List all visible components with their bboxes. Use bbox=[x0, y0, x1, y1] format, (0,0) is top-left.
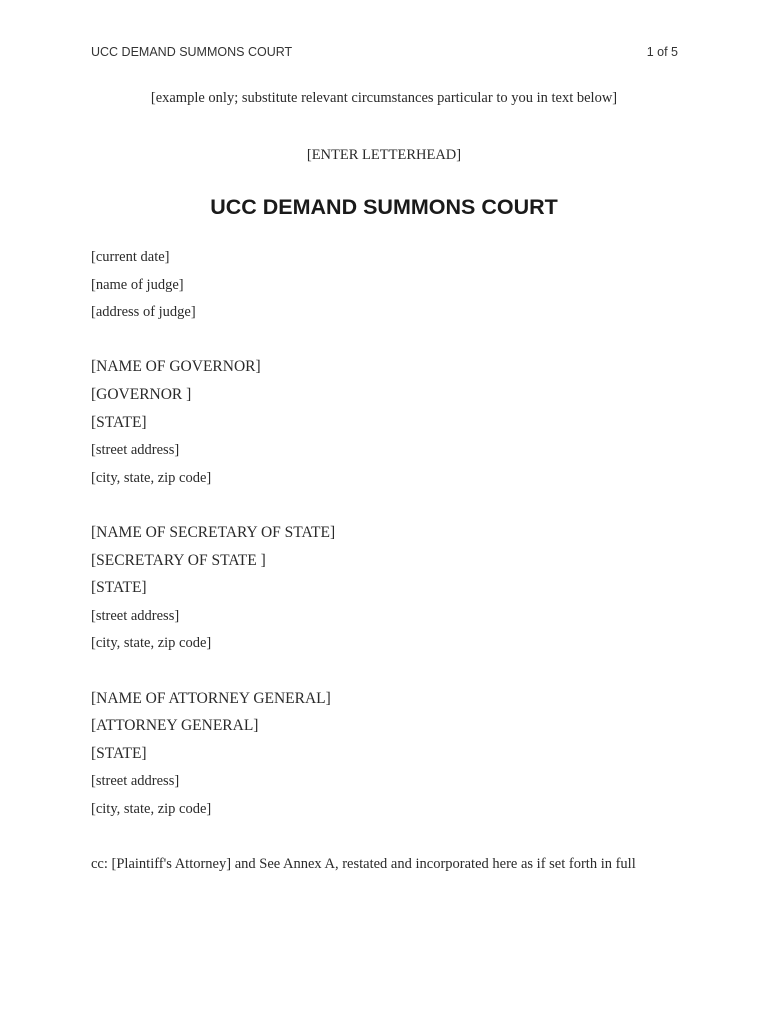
attorney-name-line: [NAME OF ATTORNEY GENERAL] bbox=[91, 689, 331, 707]
attorney-city-line: [city, state, zip code] bbox=[91, 800, 212, 817]
cc-line: cc: [Plaintiff's Attorney] and See Annex A, restated and incorporated here as if set forth in full bbox=[91, 856, 636, 872]
block-spacer bbox=[91, 662, 691, 690]
page-number: 1 of 5 bbox=[646, 45, 678, 59]
attorney-block bbox=[91, 690, 691, 828]
document-title: UCC DEMAND SUMMONS COURT bbox=[210, 195, 558, 219]
governor-title-line: [GOVERNOR ] bbox=[91, 385, 192, 403]
governor-name-line: [NAME OF GOVERNOR] bbox=[91, 358, 261, 376]
current-date-line: [current date] bbox=[91, 249, 170, 265]
secretary-block bbox=[91, 524, 691, 662]
secretary-state-line: [STATE] bbox=[91, 579, 147, 597]
governor-state-line: [STATE] bbox=[91, 413, 147, 431]
attorney-state-line: [STATE] bbox=[91, 744, 147, 762]
header-title: UCC DEMAND SUMMONS COURT bbox=[91, 45, 293, 59]
letterhead-placeholder: [ENTER LETTERHEAD] bbox=[306, 147, 462, 163]
judge-name-line: [name of judge] bbox=[91, 276, 184, 293]
governor-block bbox=[91, 358, 691, 496]
judge-address-line: [address of judge] bbox=[91, 304, 196, 321]
address-blocks bbox=[91, 248, 691, 827]
secretary-title-line: [SECRETARY OF STATE ] bbox=[91, 551, 266, 569]
block-spacer bbox=[91, 496, 691, 524]
attorney-street-line: [street address] bbox=[91, 773, 180, 790]
secretary-street-line: [street address] bbox=[91, 607, 180, 624]
governor-street-line: [street address] bbox=[91, 442, 180, 459]
attorney-title-line: [ATTORNEY GENERAL] bbox=[91, 717, 259, 735]
example-note: [example only; substitute relevant circumstances particular to you in text below] bbox=[150, 90, 618, 106]
running-header bbox=[91, 45, 678, 63]
block-spacer bbox=[91, 331, 691, 359]
secretary-name-line: [NAME OF SECRETARY OF STATE] bbox=[91, 523, 336, 541]
judge-block bbox=[91, 248, 691, 331]
secretary-city-line: [city, state, zip code] bbox=[91, 635, 212, 652]
governor-city-line: [city, state, zip code] bbox=[91, 469, 212, 486]
